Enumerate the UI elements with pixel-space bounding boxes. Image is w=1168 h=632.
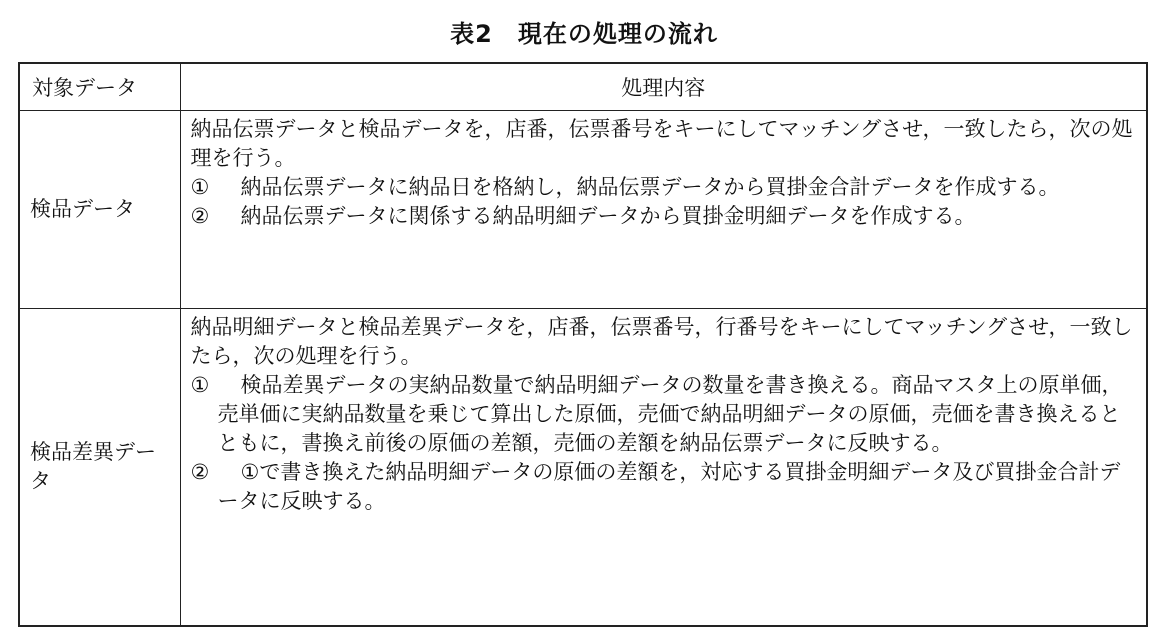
- list-item: [191, 458, 1139, 516]
- list-item: [191, 371, 1139, 458]
- item-number: ①: [190, 373, 210, 397]
- content-cell: [180, 309, 1147, 627]
- table-caption: 表2 現在の処理の流れ: [450, 20, 718, 48]
- header-row: [19, 63, 1147, 111]
- item-text: 納品伝票データに関係する納品明細データから買掛金明細データを作成する。: [240, 204, 976, 228]
- item-text: 納品伝票データに納品日を格納し，納品伝票データから買掛金合計データを作成する。: [240, 175, 1060, 199]
- content-cell: [180, 111, 1147, 309]
- list-item: [191, 202, 1139, 231]
- process-flow-table: [18, 62, 1148, 627]
- header-target-data: 対象データ: [19, 63, 180, 111]
- item-number: ①: [190, 175, 210, 199]
- target-cell: 検品データ: [19, 111, 180, 309]
- header-process-content: 処理内容: [180, 63, 1147, 111]
- item-text: 検品差異データの実納品数量で納品明細データの数量を書き換える。商品マスタ上の原単価，売単価に実納品数量を乗じて算出した原価，売価で納品明細データの原価，売価を書き換えるとともに，書換え前後の原価の差額，売価の差額を納品伝票データに反映する。: [217, 373, 1123, 455]
- intro-text: 納品明細データと検品差異データを，店番，伝票番号，行番号をキーにしてマッチングさせ，一致したら，次の処理を行う。: [190, 315, 1133, 368]
- table-row: [19, 111, 1147, 309]
- target-cell: 検品差異データ: [19, 309, 180, 627]
- table-row: [19, 309, 1147, 627]
- intro-text: 納品伝票データと検品データを，店番，伝票番号をキーにしてマッチングさせ，一致したら，次の処理を行う。: [190, 117, 1133, 170]
- item-number: ②: [190, 460, 210, 484]
- item-text: ①で書き換えた納品明細データの原価の差額を，対応する買掛金明細データ及び買掛金合計データに反映する。: [217, 460, 1121, 513]
- list-item: [191, 173, 1139, 202]
- item-number: ②: [190, 204, 210, 228]
